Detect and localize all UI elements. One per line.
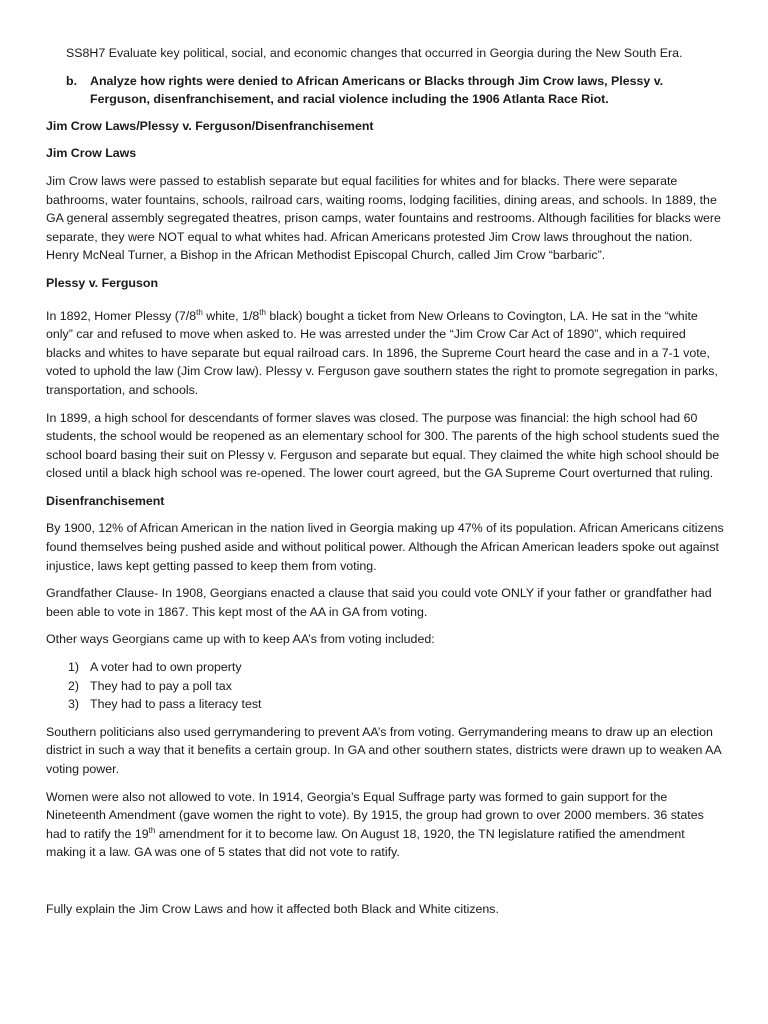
list-item-text: They had to pass a literacy test: [90, 697, 262, 712]
standard-element-b: [66, 72, 724, 109]
plessy-paragraph-1: [46, 307, 724, 400]
voting-restrictions-list: [46, 658, 724, 714]
grandfather-clause-paragraph: Grandfather Clause- In 1908, Georgians enacted a clause that said you could vote ONLY if your father or grandfather had been able to vote in 1867. This kept most of the AA in GA from voting.: [46, 586, 712, 619]
plessy-p1-b: white, 1/8: [202, 308, 260, 323]
list-item-number: 1): [68, 660, 80, 675]
suffrage-p-b: amendment for it to become law. On August 18, 1920, the TN legislature ratified the amendment making it a law. GA was one of 5 states that did not vote to ratify.: [46, 826, 685, 860]
gerrymandering-paragraph: Southern politicians also used gerrymandering to prevent AA’s from voting. Gerrymandering means to draw up an election district in such a way that it benefits a certain group. In GA and other southern states, districts were drawn up to weaken AA voting power.: [46, 724, 721, 776]
disenfranchisement-heading: Disenfranchisement: [46, 493, 165, 508]
plessy-heading: Plessy v. Ferguson: [46, 275, 159, 290]
women-suffrage-paragraph: [46, 788, 724, 862]
plessy-p1-sup1: th: [196, 307, 203, 317]
other-ways-paragraph: Other ways Georgians came up with to keep AA’s from voting included:: [46, 632, 435, 647]
essay-question: Fully explain the Jim Crow Laws and how it affected both Black and White citizens.: [46, 901, 499, 916]
list-item-text: They had to pay a poll tax: [90, 678, 232, 693]
jim-crow-heading: Jim Crow Laws: [46, 146, 137, 161]
disenfranchisement-paragraph-1: By 1900, 12% of African American in the nation lived in Georgia making up 47% of its population. African Americans citizens found themselves being pushed aside and without political power. Although the African American leaders spoke out against injustice, laws kept getting passed to keep them from voting.: [46, 521, 724, 573]
standard-intro: SS8H7 Evaluate key political, social, and economic changes that occurred in Georgia during the New South Era.: [66, 46, 683, 60]
plessy-p1-c: black) bought a ticket from New Orleans to Covington, LA. He sat in the “white only” car and refused to move when asked to. He was arrested under the “Jim Crow Car Act of 1890”, which required blacks and whites to have separate but equal railroad cars. In 1896, the Supreme Court heard the case and in a 7-1 vote, voted to uphold the law (Jim Crow law). Plessy v. Ferguson gave southern states the right to promote segregation in parks, transportation, and schools.: [46, 308, 718, 397]
main-heading: Jim Crow Laws/Plessy v. Ferguson/Disenfranchisement: [46, 118, 374, 133]
jim-crow-paragraph: Jim Crow laws were passed to establish separate but equal facilities for whites and for blacks. There were separate bathrooms, water fountains, schools, railroad cars, waiting rooms, lodging facilities, dining areas, and schools. In 1889, the GA general assembly segregated theatres, prison camps, water fountains and restrooms. Although facilities for blacks were separate, they were NOT equal to what whites had. African Americans protested Jim Crow laws throughout the nation. Henry McNeal Turner, a Bishop in the African Methodist Episcopal Church, called Jim Crow “barbaric”.: [46, 173, 721, 263]
plessy-p1-a: In 1892, Homer Plessy (7/8: [46, 308, 197, 323]
suffrage-sup: th: [148, 825, 156, 835]
list-item-number: 3): [68, 697, 80, 712]
element-letter: b.: [66, 73, 78, 88]
element-text: Analyze how rights were denied to African Americans or Blacks through Jim Crow laws, Plessy v. Ferguson, disenfranchisement, and racial violence including the 1906 Atlanta Race Riot.: [90, 73, 664, 107]
list-item-text: A voter had to own property: [90, 660, 242, 675]
list-item-number: 2): [68, 678, 80, 693]
plessy-p1-sup2: th: [259, 307, 266, 317]
list-item: [46, 695, 724, 714]
plessy-paragraph-2: In 1899, a high school for descendants of former slaves was closed. The purpose was financial: the high school had 60 students, the school would be reopened as an elementary school for 300. The parents of the high school students sued the school board basing their suit on Plessy v. Ferguson and separate but equal. They claimed the white high school should be closed until a black high school was re-opened. The lower court agreed, but the GA Supreme Court overturned that ruling.: [46, 410, 720, 481]
list-item: [46, 677, 724, 696]
suffrage-p-a: Women were also not allowed to vote. In 1914, Georgia’s Equal Suffrage party was formed to gain support for the Nineteenth Amendment (gave women the right to vote). By 1915, the group had grown to over 2000 members. 36 states had to ratify the 19: [46, 789, 704, 841]
list-item: [46, 658, 724, 677]
